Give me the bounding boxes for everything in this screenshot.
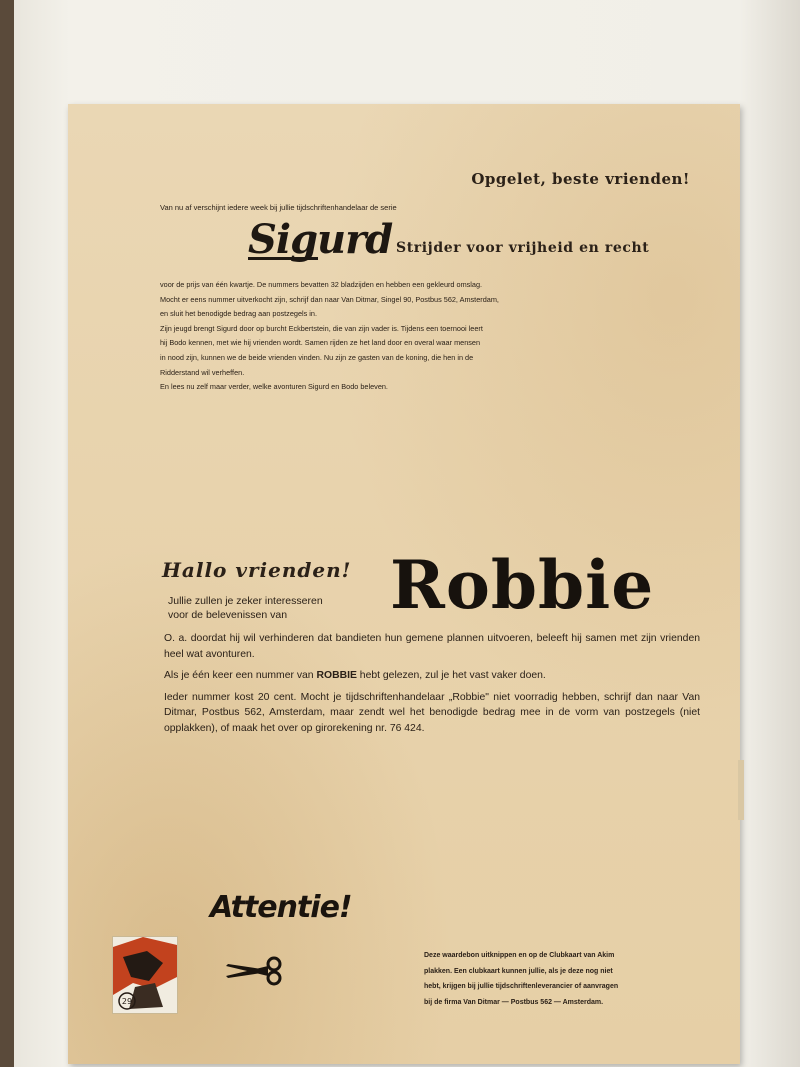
paper-edge bbox=[738, 760, 744, 820]
coupon-line: hebt, krijgen bij jullie tijdschriftenleverancier of aanvragen bbox=[424, 983, 619, 990]
sigurd-subtitle: Strijder voor vrijheid en recht bbox=[396, 240, 650, 256]
hallo-heading: Hallo vrienden! bbox=[162, 558, 352, 582]
robbie-subline-2: voor de belevenissen van bbox=[168, 609, 288, 621]
sigurd-line: Zijn jeugd brengt Sigurd door op burcht Eckbertstein, die van zijn vader is. Tijdens een toernooi leert bbox=[160, 323, 483, 333]
coupon-line: Deze waardebon uitknippen en op de Clubkaart van Akim bbox=[424, 952, 615, 959]
sigurd-logo bbox=[248, 216, 393, 263]
coupon-line: plakken. Een clubkaart kunnen jullie, als je deze nog niet bbox=[424, 967, 613, 975]
robbie-logo: Robbie bbox=[390, 546, 655, 624]
attentie-heading: Attentie! bbox=[210, 890, 352, 925]
opgelet-heading: Opgelet, beste vrienden! bbox=[471, 170, 690, 188]
sigurd-line: Ridderstand wil verheffen. bbox=[160, 367, 245, 377]
coupon-image[interactable] bbox=[112, 936, 178, 1014]
robbie-para-1: O. a. doordat hij wil verhinderen dat bandieten hun gemene plannen uitvoeren, beleeft hij samen met zijn vrienden heel wat avonturen. bbox=[164, 633, 700, 660]
magazine-back-page bbox=[68, 104, 740, 1064]
sigurd-line: En lees nu zelf maar verder, welke avonturen Sigurd en Bodo beleven. bbox=[160, 382, 388, 392]
sigurd-description bbox=[160, 278, 690, 395]
robbie-name-bold: ROBBIE bbox=[316, 670, 357, 682]
scissors-icon bbox=[224, 956, 286, 991]
robbie-subline bbox=[168, 594, 398, 622]
robbie-para-2-end: hebt gelezen, zul je het vast vaker doen. bbox=[356, 670, 546, 682]
sigurd-line: voor de prijs van één kwartje. De nummers bevatten 32 bladzijden en hebben een gekleurd omslag. bbox=[160, 280, 483, 289]
robbie-para-3: Ieder nummer kost 20 cent. Mocht je tijdschriftenhandelaar „Robbie" niet voorradig hebben, schrijf dan naar Van Ditmar, Postbus 562, Amsterdam, maar zendt wel het benodigde bedrag mee in de vorm van postzegels (niet opplakken), of maak het over op girorekening nr. 76 424. bbox=[164, 691, 700, 734]
sigurd-line: Mocht er eens nummer uitverkocht zijn, schrijf dan naar Van Ditmar, Singel 90, Postbus 562, Amsterdam, bbox=[160, 294, 499, 304]
robbie-para-2-start: Als je één keer een nummer van bbox=[164, 670, 317, 682]
sigurd-line: in nood zijn, kunnen we de beide vrienden vinden. Nu zijn ze gasten van de koning, die hen in de bbox=[160, 352, 474, 362]
coupon-illustration-icon bbox=[113, 937, 177, 1013]
coupon-instructions bbox=[424, 948, 724, 1010]
robbie-subline-1: Jullie zullen je zeker interesseren bbox=[168, 595, 323, 607]
intro-line: Van nu af verschijnt iedere week bij jullie tijdschriftenhandelaar de serie bbox=[160, 203, 397, 212]
robbie-description bbox=[164, 631, 700, 743]
coupon-number: 29 bbox=[121, 997, 133, 1006]
sigurd-line: en sluit het benodigde bedrag aan postzegels in. bbox=[160, 309, 318, 319]
coupon-line: bij de firma Van Ditmar — Postbus 562 — Amsterdam. bbox=[424, 998, 604, 1006]
sigurd-logo-text: Sigurd bbox=[248, 216, 393, 263]
sigurd-line: hij Bodo kennen, met wie hij vrienden wordt. Samen rijden ze het land door en overal waar mensen bbox=[160, 338, 481, 348]
robbie-para-2 bbox=[164, 668, 700, 684]
